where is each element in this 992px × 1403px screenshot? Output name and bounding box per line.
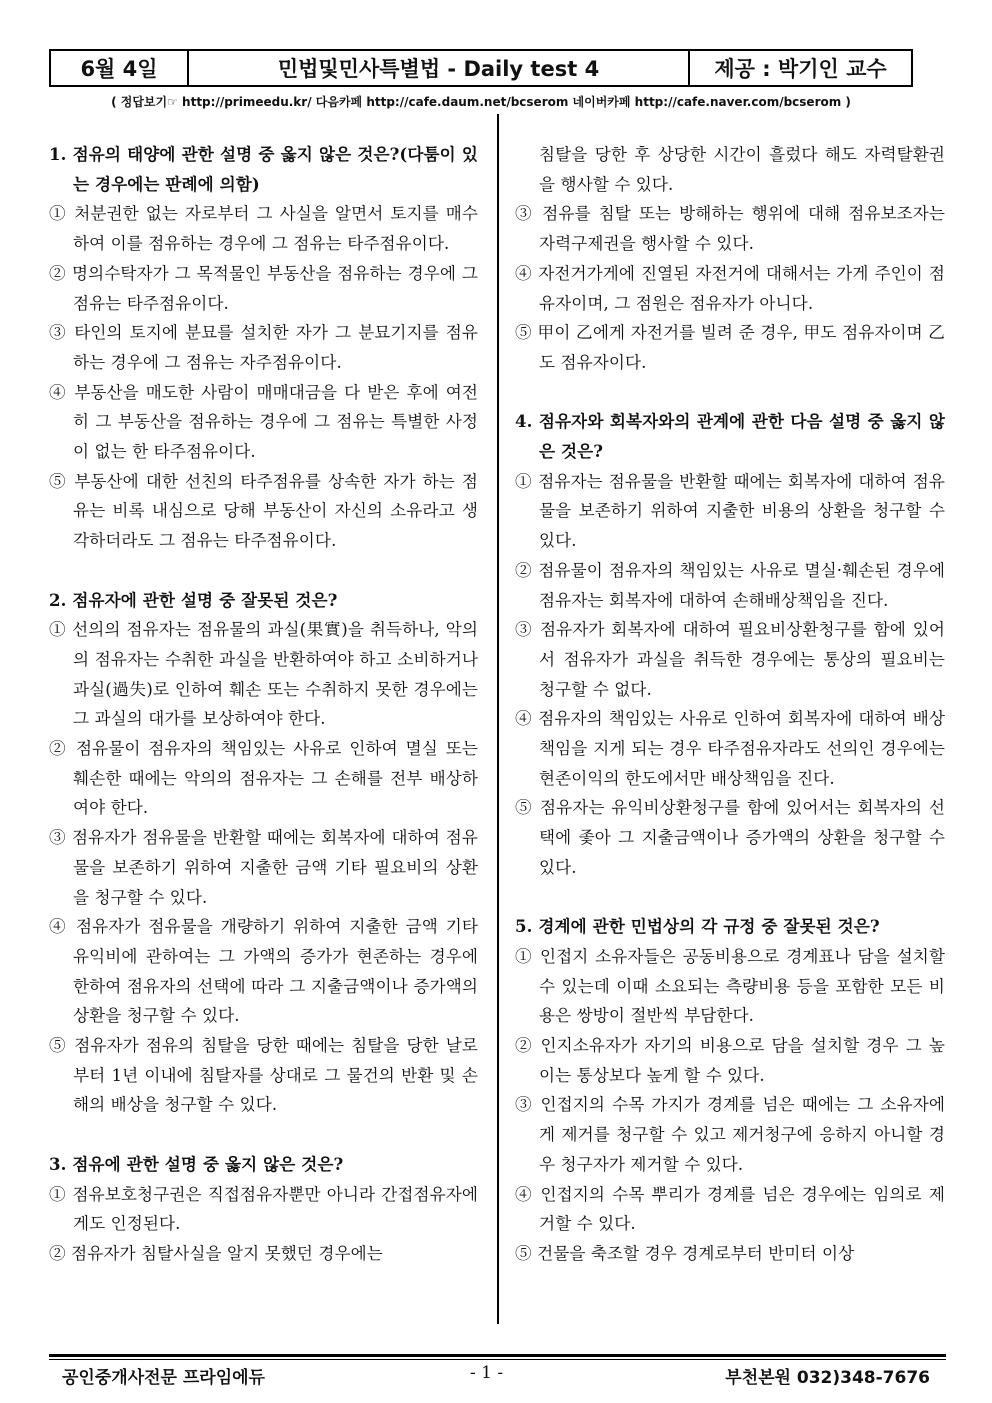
provider-label: 제공 : 박기인 교수	[714, 57, 887, 81]
question-5-option-1: ① 인접지 소유자들은 공동비용으로 경계표나 담을 설치할 수 있는데 이때 소요되는 측량비용 등을 포함한 모든 비용은 쌍방이 절반씩 부담한다.	[515, 946, 945, 1026]
question-1-stem: 1. 점유의 태양에 관한 설명 중 옳지 않은 것은?(다툼이 있는 경우에는 판례에 의함)	[49, 144, 478, 194]
question-1-option-2: ② 명의수탁자가 그 목적물인 부동산을 점유하는 경우에 그 점유는 타주점유이다.	[49, 263, 478, 313]
question-5-option-4: ④ 인접지의 수목 뿌리가 경계를 넘은 경우에는 임의로 제거할 수 있다.	[515, 1184, 945, 1234]
question-2-stem: 2. 점유자에 관한 설명 중 잘못된 것은?	[49, 589, 338, 610]
question-2-option-1: ① 선의의 점유자는 점유물의 과실(果實)을 취득하나, 악의의 점유자는 수취한 과실을 반환하여야 하고 소비하거나 과실(過失)로 인하여 훼손 또는 수취하지 못한 경우에는 그 과실의 대가를 보상하여야 한다.	[49, 620, 478, 729]
header-box	[49, 49, 913, 87]
left-column	[49, 140, 478, 1269]
question-4-option-1: ① 점유자는 점유물을 반환할 때에는 회복자에 대하여 점유물을 보존하기 위하여 지출한 비용의 상환을 청구할 수 있다.	[515, 471, 945, 551]
question-3-option-4: ④ 자전거가게에 진열된 자전거에 대해서는 가게 주인이 점유자이며, 그 점원은 점유자가 아니다.	[515, 263, 945, 313]
question-2-option-2: ② 점유물이 점유자의 책임있는 사유로 인하여 멸실 또는 훼손한 때에는 악의의 점유자는 그 손해를 전부 배상하여야 한다.	[49, 739, 478, 818]
column-divider	[497, 114, 499, 1324]
right-column	[515, 140, 945, 1269]
test-title: 민법및민사특별법 - Daily test 4	[189, 51, 690, 85]
question-1-option-5: ⑤ 부동산에 대한 선친의 타주점유를 상속한 자가 하는 점유는 비록 내심으로 당해 부동산이 자신의 소유라고 생각하더라도 그 점유는 타주점유이다.	[49, 471, 478, 551]
question-5-option-3: ③ 인접지의 수목 가지가 경계를 넘은 때에는 그 소유자에게 제거를 청구할 수 있고 제거청구에 응하지 아니할 경우 청구자가 제거할 수 있다.	[515, 1095, 945, 1174]
footer-page-number: - 1 -	[470, 1363, 504, 1383]
question-2-option-5: ⑤ 점유자가 점유의 침탈을 당한 때에는 침탈을 당한 날로부터 1년 이내에 침탈자를 상대로 그 물건의 반환 및 손해의 배상을 청구할 수 있다.	[49, 1036, 478, 1115]
question-2-option-3: ③ 점유자가 점유물을 반환할 때에는 회복자에 대하여 점유물을 보존하기 위하여 지출한 금액 기타 필요비의 상환을 청구할 수 있다.	[49, 828, 478, 907]
footer-rule-thin	[49, 1359, 946, 1360]
question-1-option-3: ③ 타인의 토지에 분묘를 설치한 자가 그 분묘기지를 점유하는 경우에 그 점유는 자주점유이다.	[49, 323, 478, 372]
question-5-option-5: ⑤ 건물을 축조할 경우 경계로부터 반미터 이상	[515, 1243, 855, 1263]
question-3-option-2-start: ② 점유자가 침탈사실을 알지 못했던 경우에는	[49, 1243, 383, 1263]
question-2-option-4: ④ 점유자가 점유물을 개량하기 위하여 지출한 금액 기타 유익비에 관하여는 그 가액의 증가가 현존하는 경우에 한하여 점유자의 선택에 따라 그 지출금액이나 증가액의 상환을 청구할 수 있다.	[49, 917, 478, 1026]
question-3-stem: 3. 점유에 관한 설명 중 옳지 않은 것은?	[49, 1153, 344, 1174]
test-date: 6월 4일	[51, 51, 189, 85]
question-1-option-4: ④ 부동산을 매도한 사람이 매매대금을 다 받은 후에 여전히 그 부동산을 점유하는 경우에 그 점유는 특별한 사정이 없는 한 타주점유이다.	[49, 382, 478, 462]
footer-academy: 공인중개사전문 프라임에듀	[62, 1368, 265, 1388]
footer-branch-phone: 부천본원 032)348-7676	[725, 1368, 930, 1388]
question-4-stem: 4. 점유자와 회복자와의 관계에 관한 다음 설명 중 옳지 않은 것은?	[515, 411, 945, 462]
question-4-option-3: ③ 점유자가 회복자에 대하여 필요비상환청구를 함에 있어서 점유자가 과실을 취득한 경우에는 통상의 필요비는 청구할 수 없다.	[515, 620, 945, 699]
question-1-option-1: ① 처분권한 없는 자로부터 그 사실을 알면서 토지를 매수하여 이를 점유하는 경우에 그 점유는 타주점유이다.	[49, 204, 478, 254]
footer-rule-thick	[49, 1354, 946, 1357]
question-4-option-4: ④ 점유자의 책임있는 사유로 인하여 회복자에 대하여 배상책임을 지게 되는 경우 타주점유자라도 선의인 경우에는 현존이익의 한도에서만 배상책임을 진다.	[515, 709, 945, 788]
question-5-stem: 5. 경계에 관한 민법상의 각 규정 중 잘못된 것은?	[515, 916, 880, 937]
question-3-option-3: ③ 점유를 침탈 또는 방해하는 행위에 대해 점유보조자는 자력구제권을 행사할 수 있다.	[515, 204, 945, 254]
answer-links: ( 정답보기☞ http://primeedu.kr/ 다음카페 http://cafe.daum.net/bcserom 네이버카페 http://cafe.naver.com/bcserom )	[111, 95, 851, 109]
question-3-option-2-end: 침탈을 당한 후 상당한 시간이 흘렀다 해도 자력탈환권을 행사할 수 있다.	[539, 145, 945, 194]
question-3-option-5: ⑤ 甲이 乙에게 자전거를 빌려 준 경우, 甲도 점유자이며 乙도 점유자이다.	[515, 323, 945, 372]
question-4-option-2: ② 점유물이 점유자의 책임있는 사유로 멸실·훼손된 경우에 점유자는 회복자에 대하여 손해배상책임을 진다.	[515, 560, 945, 610]
question-3-option-1: ① 점유보호청구권은 직접점유자뿐만 아니라 간접점유자에게도 인정된다.	[49, 1184, 478, 1234]
question-4-option-5: ⑤ 점유자는 유익비상환청구를 함에 있어서는 회복자의 선택에 좇아 그 지출금액이나 증가액의 상환을 청구할 수 있다.	[515, 798, 945, 877]
question-5-option-2: ② 인지소유자가 자기의 비용으로 담을 설치할 경우 그 높이는 통상보다 높게 할 수 있다.	[515, 1036, 945, 1085]
